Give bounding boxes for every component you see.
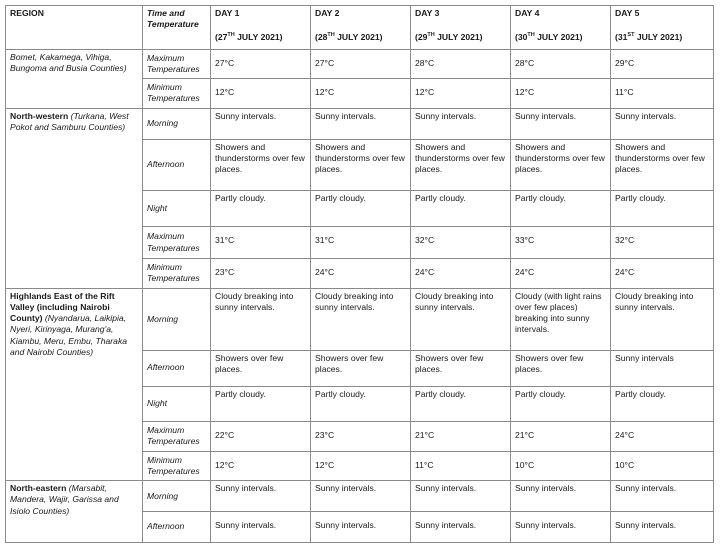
table-cell: 12°C bbox=[211, 452, 311, 481]
table-cell: 29°C bbox=[611, 50, 714, 79]
table-row bbox=[6, 288, 714, 350]
table-cell: 12°C bbox=[411, 79, 511, 109]
table-cell: Partly cloudy. bbox=[611, 386, 714, 421]
table-cell: Sunny intervals. bbox=[311, 481, 411, 512]
table-cell: Sunny intervals. bbox=[511, 512, 611, 543]
table-cell: Sunny intervals. bbox=[611, 108, 714, 139]
table-cell: Partly cloudy. bbox=[211, 386, 311, 421]
table-cell: 21°C bbox=[411, 421, 511, 452]
table-cell: Sunny intervals. bbox=[211, 481, 311, 512]
region-cell-north-eastern: North-eastern (Marsabit, Mandera, Wajir, Garissa and Isiolo Counties) bbox=[6, 481, 143, 543]
row-label: Night bbox=[143, 386, 211, 421]
table-cell: 27°C bbox=[311, 50, 411, 79]
table-cell: 21°C bbox=[511, 421, 611, 452]
table-cell: Partly cloudy. bbox=[411, 386, 511, 421]
table-cell: Sunny intervals. bbox=[211, 108, 311, 139]
table-cell: Partly cloudy. bbox=[511, 386, 611, 421]
row-label: Afternoon bbox=[143, 139, 211, 190]
region-cell-highlands-east: Highlands East of the Rift Valley (including Nairobi County) (Nyandarua, Laikipia, Nyeri, Kirinyaga, Murang'a, Kiambu, Meru, Embu, Tharaka and Nairobi Counties) bbox=[6, 288, 143, 480]
table-cell: Partly cloudy. bbox=[611, 191, 714, 227]
table-cell: 33°C bbox=[511, 227, 611, 259]
table-cell: Partly cloudy. bbox=[211, 191, 311, 227]
table-cell: Sunny intervals. bbox=[311, 512, 411, 543]
table-row bbox=[6, 481, 714, 512]
table-cell: 28°C bbox=[411, 50, 511, 79]
table-cell: Sunny intervals. bbox=[511, 108, 611, 139]
table-cell: Sunny intervals. bbox=[411, 108, 511, 139]
table-cell: Showers over few places. bbox=[311, 350, 411, 386]
table-cell: Partly cloudy. bbox=[511, 191, 611, 227]
table-cell: 11°C bbox=[611, 79, 714, 109]
table-cell: Sunny intervals. bbox=[411, 481, 511, 512]
row-label: Minimum Temperatures bbox=[143, 452, 211, 481]
table-cell: 24°C bbox=[511, 259, 611, 289]
forecast-table bbox=[5, 5, 714, 543]
table-cell: Sunny intervals. bbox=[211, 512, 311, 543]
table-cell: 11°C bbox=[411, 452, 511, 481]
table-cell: Sunny intervals. bbox=[611, 481, 714, 512]
table-cell: Showers and thunderstorms over few places. bbox=[611, 139, 714, 190]
table-cell: Cloudy breaking into sunny intervals. bbox=[211, 288, 311, 350]
row-label: Morning bbox=[143, 481, 211, 512]
table-cell: Partly cloudy. bbox=[411, 191, 511, 227]
table-cell: 31°C bbox=[311, 227, 411, 259]
day-header-1: DAY 1 (27TH JULY 2021) bbox=[211, 6, 311, 50]
row-label: Night bbox=[143, 191, 211, 227]
table-cell: Showers and thunderstorms over few places. bbox=[411, 139, 511, 190]
table-cell: 28°C bbox=[511, 50, 611, 79]
day-header-5: DAY 5 (31ST JULY 2021) bbox=[611, 6, 714, 50]
table-row bbox=[6, 108, 714, 139]
table-cell: Sunny intervals bbox=[611, 350, 714, 386]
table-cell: Sunny intervals. bbox=[311, 108, 411, 139]
table-cell: Showers and thunderstorms over few places. bbox=[511, 139, 611, 190]
table-cell: Showers over few places. bbox=[411, 350, 511, 386]
table-cell: Cloudy (with light rains over few places) breaking into sunny intervals. bbox=[511, 288, 611, 350]
row-label: Minimum Temperatures bbox=[143, 259, 211, 289]
row-label: Minimum Temperatures bbox=[143, 79, 211, 109]
table-cell: 24°C bbox=[611, 421, 714, 452]
table-cell: Showers over few places. bbox=[211, 350, 311, 386]
table-cell: 27°C bbox=[211, 50, 311, 79]
table-cell: 12°C bbox=[311, 79, 411, 109]
table-cell: 23°C bbox=[311, 421, 411, 452]
table-cell: Sunny intervals. bbox=[511, 481, 611, 512]
row-label: Afternoon bbox=[143, 350, 211, 386]
table-cell: 32°C bbox=[411, 227, 511, 259]
table-cell: 31°C bbox=[211, 227, 311, 259]
day-header-2: DAY 2 (28TH JULY 2021) bbox=[311, 6, 411, 50]
table-cell: Sunny intervals. bbox=[611, 512, 714, 543]
table-cell: 32°C bbox=[611, 227, 714, 259]
table-cell: Cloudy breaking into sunny intervals. bbox=[411, 288, 511, 350]
table-row bbox=[6, 50, 714, 79]
table-cell: 24°C bbox=[411, 259, 511, 289]
day-header-4: DAY 4 (30TH JULY 2021) bbox=[511, 6, 611, 50]
table-cell: Cloudy breaking into sunny intervals. bbox=[611, 288, 714, 350]
row-label: Maximum Temperatures bbox=[143, 227, 211, 259]
table-cell: 22°C bbox=[211, 421, 311, 452]
table-cell: 12°C bbox=[211, 79, 311, 109]
table-cell: Cloudy breaking into sunny intervals. bbox=[311, 288, 411, 350]
table-cell: Sunny intervals. bbox=[411, 512, 511, 543]
table-cell: 10°C bbox=[511, 452, 611, 481]
table-cell: Showers and thunderstorms over few places. bbox=[211, 139, 311, 190]
row-label: Maximum Temperatures bbox=[143, 421, 211, 452]
table-cell: 24°C bbox=[311, 259, 411, 289]
table-cell: 24°C bbox=[611, 259, 714, 289]
time-temp-header: Time and Temperature bbox=[143, 6, 211, 50]
row-label: Morning bbox=[143, 108, 211, 139]
row-label: Morning bbox=[143, 288, 211, 350]
region-cell-western: Bomet, Kakamega, Vihiga, Bungoma and Busia Counties) bbox=[6, 50, 143, 109]
row-label: Afternoon bbox=[143, 512, 211, 543]
table-cell: 10°C bbox=[611, 452, 714, 481]
header-row bbox=[6, 6, 714, 50]
table-cell: 12°C bbox=[311, 452, 411, 481]
day-header-3: DAY 3 (29TH JULY 2021) bbox=[411, 6, 511, 50]
table-cell: Showers and thunderstorms over few places. bbox=[311, 139, 411, 190]
table-cell: Partly cloudy. bbox=[311, 191, 411, 227]
table-cell: 23°C bbox=[211, 259, 311, 289]
region-header: REGION bbox=[6, 6, 143, 50]
table-cell: 12°C bbox=[511, 79, 611, 109]
table-cell: Showers over few places. bbox=[511, 350, 611, 386]
table-cell: Partly cloudy. bbox=[311, 386, 411, 421]
region-cell-north-western: North-western (Turkana, West Pokot and Samburu Counties) bbox=[6, 108, 143, 288]
row-label: Maximum Temperatures bbox=[143, 50, 211, 79]
